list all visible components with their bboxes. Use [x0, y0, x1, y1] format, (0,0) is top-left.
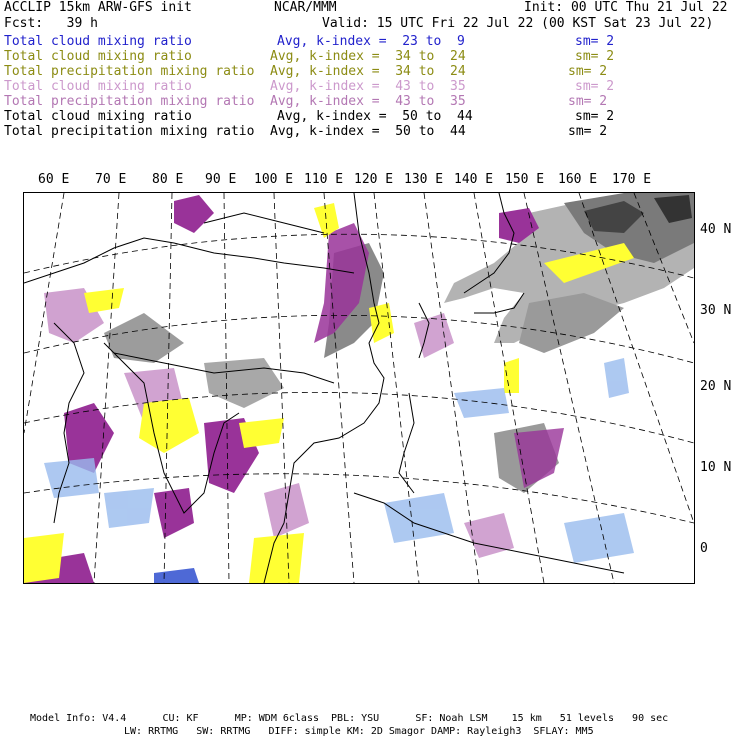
- lon-label: 110 E: [304, 172, 344, 187]
- field-name: Total cloud mixing ratio: [4, 34, 192, 49]
- field-sm: sm= 2: [568, 94, 608, 109]
- field-name: Total precipitation mixing ratio: [4, 64, 255, 79]
- field-avg: Avg, k-index = 50 to 44: [270, 124, 466, 139]
- field-sm: sm= 2: [575, 34, 615, 49]
- model-info-line1: Model Info: V4.4 CU: KF MP: WDM 6class PBL: YSU SF: Noah LSM 15 km 51 levels 90 sec: [30, 713, 669, 724]
- center-label: NCAR/MMM: [274, 0, 337, 15]
- lon-label: 90 E: [205, 172, 237, 187]
- field-name: Total cloud mixing ratio: [4, 79, 192, 94]
- lon-label: 160 E: [558, 172, 598, 187]
- lat-label: 10 N: [700, 460, 732, 475]
- lon-label: 70 E: [95, 172, 127, 187]
- plot-title: ACCLIP 15km ARW-GFS init: [4, 0, 192, 15]
- map-canvas: [24, 193, 694, 583]
- field-avg: Avg, k-index = 50 to 44: [277, 109, 473, 124]
- field-sm: sm= 2: [575, 49, 615, 64]
- lat-label: 0: [700, 541, 708, 556]
- field-name: Total precipitation mixing ratio: [4, 124, 255, 139]
- lon-label: 130 E: [404, 172, 444, 187]
- forecast-hour: Fcst: 39 h: [4, 16, 98, 31]
- lat-label: 30 N: [700, 303, 732, 318]
- cloud-shading-gray: [104, 193, 694, 493]
- map-panel: [23, 192, 695, 584]
- lat-label: 40 N: [700, 222, 732, 237]
- field-sm: sm= 2: [575, 109, 615, 124]
- lon-label: 60 E: [38, 172, 70, 187]
- field-name: Total cloud mixing ratio: [4, 109, 192, 124]
- init-time: Init: 00 UTC Thu 21 Jul 22: [524, 0, 728, 15]
- model-info-line2: LW: RRTMG SW: RRTMG DIFF: simple KM: 2D Smagor DAMP: Rayleigh3 SFLAY: MM5: [124, 726, 594, 737]
- lon-label: 100 E: [254, 172, 294, 187]
- lat-label: 20 N: [700, 379, 732, 394]
- lon-label: 80 E: [152, 172, 184, 187]
- field-avg: Avg, k-index = 34 to 24: [270, 49, 466, 64]
- field-sm: sm= 2: [575, 79, 615, 94]
- lon-label: 150 E: [505, 172, 545, 187]
- field-name: Total precipitation mixing ratio: [4, 94, 255, 109]
- field-avg: Avg, k-index = 23 to 9: [277, 34, 465, 49]
- field-sm: sm= 2: [568, 64, 608, 79]
- lon-label: 140 E: [454, 172, 494, 187]
- field-avg: Avg, k-index = 43 to 35: [270, 79, 466, 94]
- field-sm: sm= 2: [568, 124, 608, 139]
- field-name: Total cloud mixing ratio: [4, 49, 192, 64]
- valid-time: Valid: 15 UTC Fri 22 Jul 22 (00 KST Sat 23 Jul 22): [322, 16, 714, 31]
- field-avg: Avg, k-index = 34 to 24: [270, 64, 466, 79]
- field-avg: Avg, k-index = 43 to 35: [270, 94, 466, 109]
- lon-label: 170 E: [612, 172, 652, 187]
- lon-label: 120 E: [354, 172, 394, 187]
